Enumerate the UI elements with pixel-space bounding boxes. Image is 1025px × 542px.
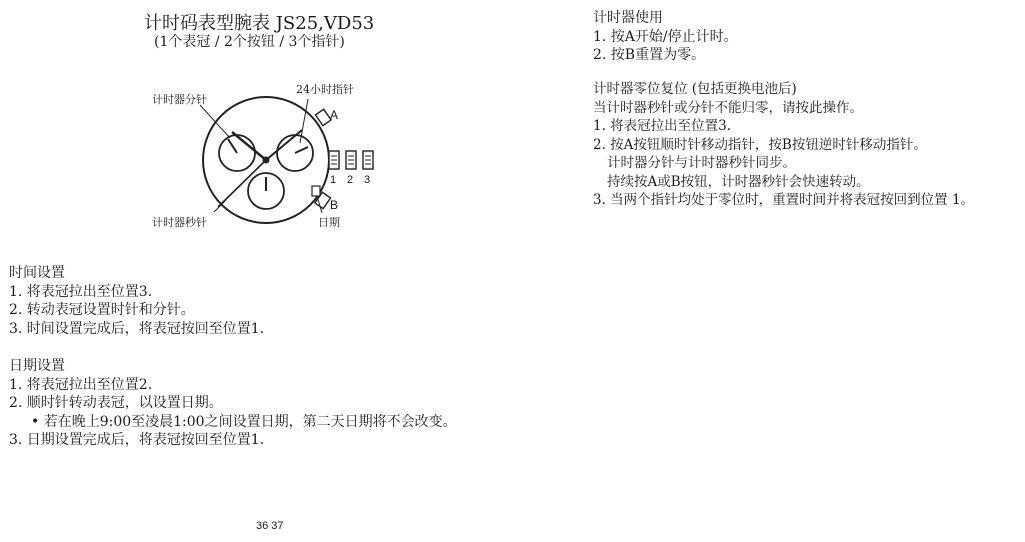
date-window	[312, 186, 320, 196]
time-setting-step: 2. 转动表冠设置时针和分针。	[9, 302, 195, 318]
center-pin	[263, 157, 270, 164]
time-setting-section	[9, 264, 264, 338]
date-setting-step: 3. 日期设置完成后，将表冠按回至位置1.	[9, 432, 265, 448]
label-date: 日期	[318, 216, 340, 229]
page-subtitle: (1个表冠 / 2个按钮 / 3个指针)	[154, 34, 345, 50]
watch-diagram	[140, 75, 400, 235]
chrono-reset-step: 1. 将表冠拉出至位置3.	[593, 118, 732, 134]
date-setting-note: • 若在晚上9:00至凌晨1:00之间设置日期，第二天日期将不会改变。	[31, 413, 457, 430]
chrono-reset-substep: 持续按A或B按钮，计时器秒针会快速转动。	[607, 173, 870, 190]
chrono-reset-heading: 计时器零位复位 (包括更换电池后)	[593, 81, 797, 97]
date-setting-step: 1. 将表冠拉出至位置2.	[9, 376, 153, 393]
date-setting-heading: 日期设置	[9, 358, 65, 374]
label-crown-pos-1: 1	[330, 174, 337, 186]
date-setting-section	[9, 357, 457, 450]
page-title: 计时码表型腕表 JS25,VD53	[144, 13, 375, 34]
chrono-reset-section	[593, 80, 974, 210]
time-setting-step: 1. 将表冠拉出至位置3.	[9, 283, 153, 300]
label-crown-pos-3: 3	[364, 174, 371, 186]
chrono-reset-step: 2. 按A按钮顺时针移动指针，按B按钮逆时针移动指针。	[593, 136, 927, 153]
date-setting-step: 2. 顺时针转动表冠，以设置日期。	[9, 395, 223, 411]
label-button-b: B	[330, 198, 339, 212]
chrono-use-heading: 计时器使用	[593, 10, 663, 26]
time-setting-heading: 时间设置	[9, 265, 65, 281]
label-chrono-minute: 计时器分针	[152, 93, 207, 106]
time-setting-step: 3. 时间设置完成后，将表冠按回至位置1.	[9, 320, 265, 337]
label-crown-pos-2: 2	[347, 174, 354, 186]
chrono-reset-substep: 计时器分针与计时器秒针同步。	[607, 155, 796, 171]
chrono-use-step: 2. 按B重置为零。	[593, 47, 706, 63]
chrono-reset-step: 3. 当两个指针均处于零位时，重置时间并将表冠按回到位置 1。	[593, 192, 975, 208]
page-numbers: 36 37	[256, 520, 284, 532]
chrono-use-step: 1. 按A开始/停止计时。	[593, 28, 738, 45]
chrono-use-section	[593, 9, 738, 65]
chrono-reset-intro: 当计时器秒针或分针不能归零，请按此操作。	[593, 99, 863, 116]
label-24h: 24小时指针	[296, 83, 354, 96]
label-button-a: A	[330, 108, 339, 122]
label-chrono-second: 计时器秒针	[152, 216, 207, 229]
